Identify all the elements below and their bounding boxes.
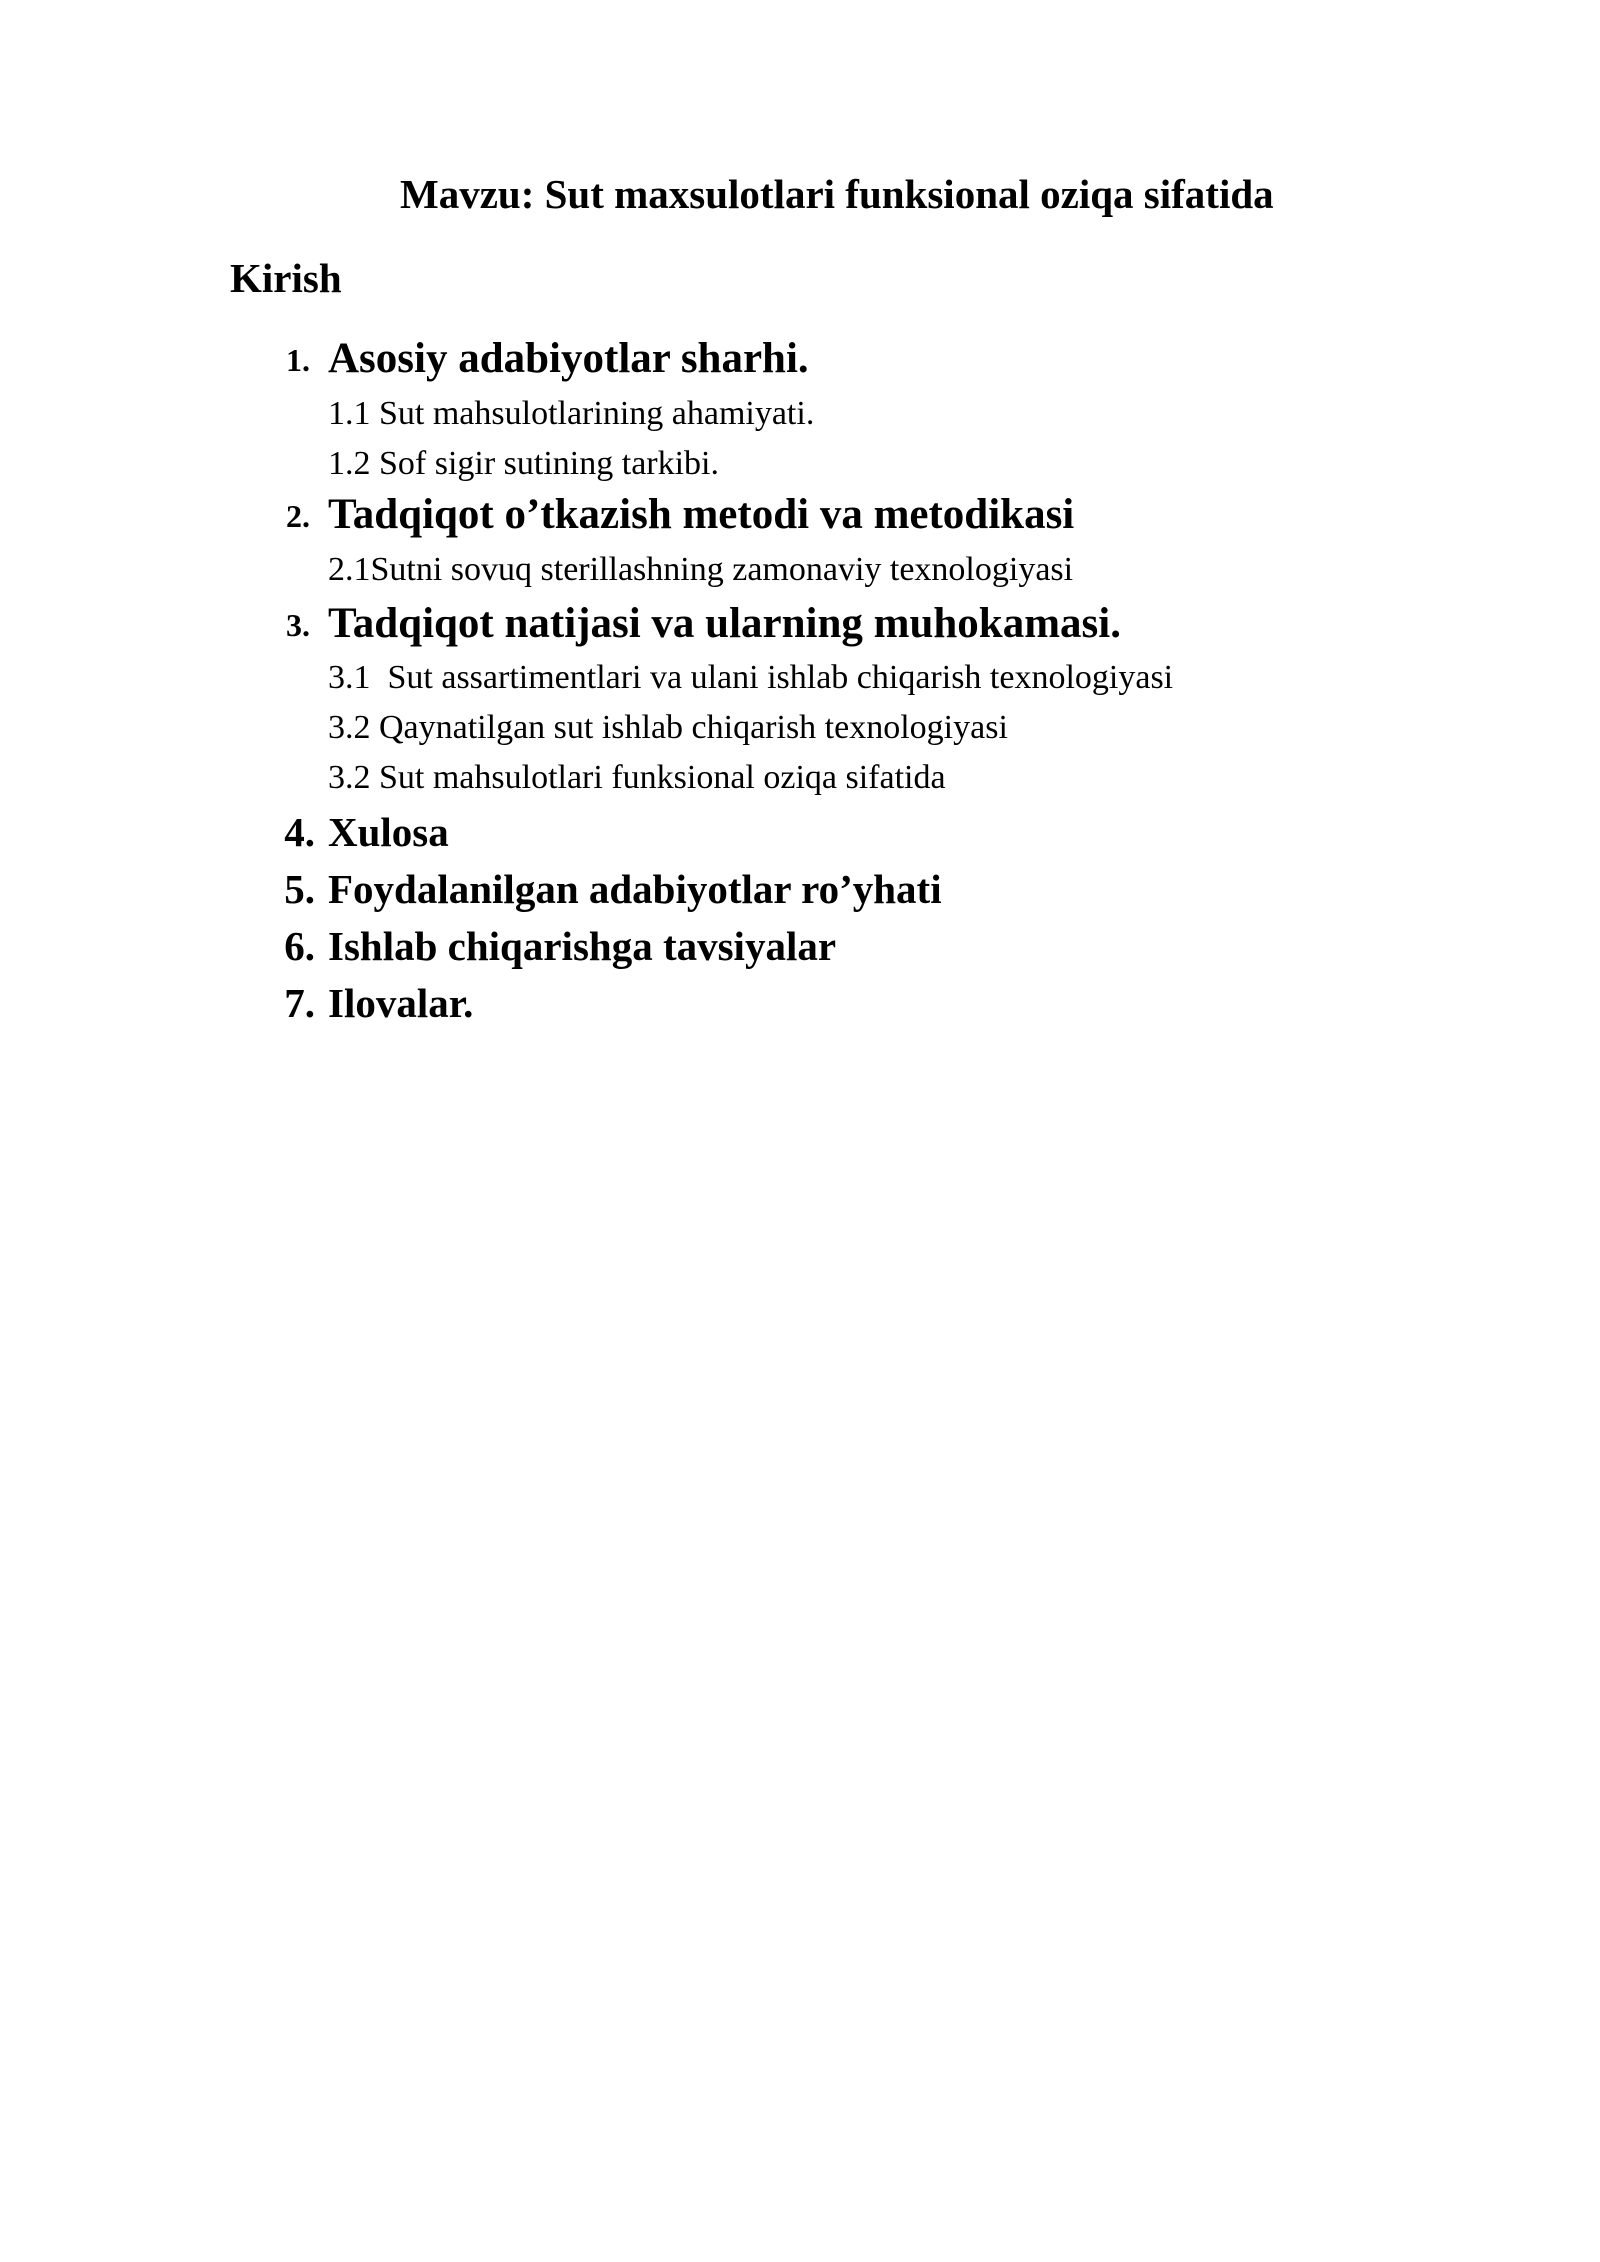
subsection-label: 2.1Sutni sovuq sterillashning zamonaviy texnologiyasi — [328, 551, 1074, 588]
section-label: Ishlab chiqarishga tavsiyalar — [328, 923, 837, 969]
section-number: 6. — [284, 923, 315, 969]
section-number: 4. — [284, 809, 315, 855]
section-number: 2. — [286, 498, 310, 534]
section-label: Asosiy adabiyotlar sharhi. — [328, 335, 809, 382]
subsection-label: 3.1 Sut assartimentlari va ulani ishlab chiqarish texnologiyasi — [328, 659, 1174, 696]
subsection-label: 3.2 Sut mahsulotlari funksional oziqa sifatida — [328, 759, 946, 796]
section-label: Xulosa — [328, 809, 449, 855]
document-title: Mavzu: Sut maxsulotlari funksional oziqa sifatida — [400, 171, 1274, 217]
section-number: 5. — [284, 866, 315, 912]
subsection-label: 3.2 Qaynatilgan sut ishlab chiqarish texnologiyasi — [328, 709, 1008, 746]
section-label: Foydalanilgan adabiyotlar ro’yhati — [328, 866, 942, 912]
section-number: 7. — [284, 980, 315, 1026]
subsection-label: 1.2 Sof sigir sutining tarkibi. — [328, 445, 719, 482]
section-label: Tadqiqot natijasi va ularning muhokamasi. — [328, 600, 1121, 647]
section-label: Tadqiqot o’tkazish metodi va metodikasi — [328, 491, 1075, 538]
subsection-label: 1.1 Sut mahsulotlarining ahamiyati. — [328, 395, 815, 432]
section-label: Ilovalar. — [328, 980, 474, 1026]
section-number: 1. — [286, 342, 310, 378]
section-number: 3. — [286, 607, 310, 643]
intro-heading: Kirish — [230, 255, 342, 301]
